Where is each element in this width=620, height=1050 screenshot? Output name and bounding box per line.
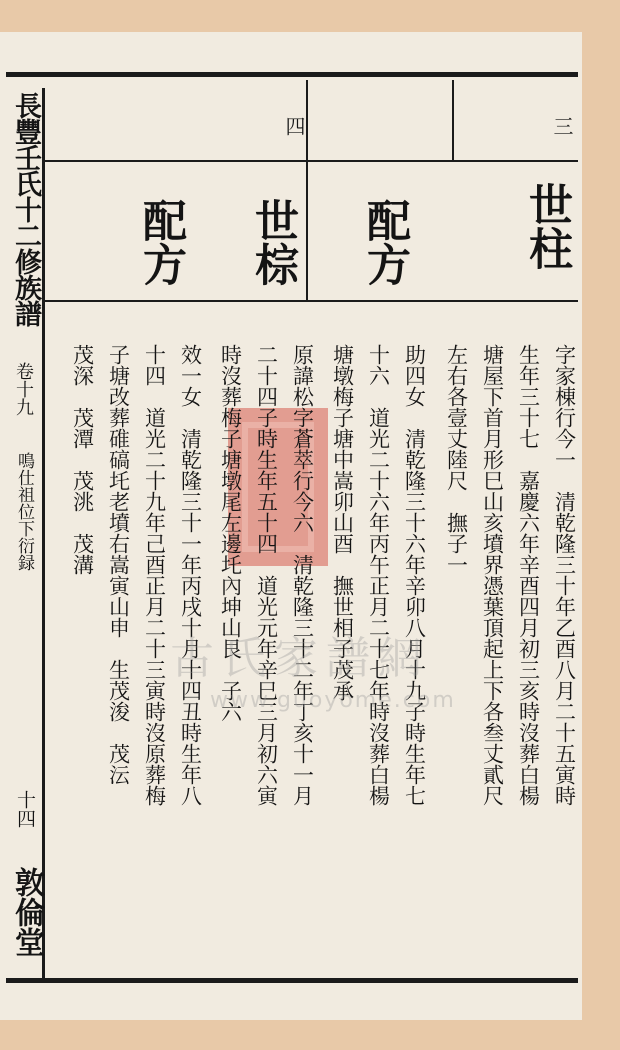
book-title: 長豐壬氏十二修族譜 bbox=[10, 92, 41, 326]
text-column: 塘墩梅子塘中嵩卯山酉 撫世相子茂承 bbox=[330, 344, 355, 701]
generation-header-shizhu: 世柱 bbox=[521, 182, 572, 270]
hall-name: 敦倫堂 bbox=[9, 867, 44, 957]
site-watermark bbox=[170, 622, 460, 713]
volume-label: 卷十九 bbox=[13, 362, 34, 416]
book-page bbox=[0, 32, 582, 1020]
watermark-url: www.guoyome.com bbox=[210, 688, 456, 713]
bottom-frame-rule bbox=[6, 978, 578, 983]
text-column: 字家棟行今一 清乾隆三十年乙酉八月二十五寅時 bbox=[552, 344, 577, 806]
text-column: 原諱松字蒼萃行今六 清乾隆三十二年丁亥十一月 bbox=[290, 344, 315, 806]
top-frame-rule bbox=[6, 72, 578, 77]
watermark-chinese: 古氏家譜網 bbox=[170, 633, 430, 684]
text-column: 塘屋下首月形巳山亥墳界憑葉頂起上下各叁丈貳尺 bbox=[480, 344, 505, 806]
inner-top-rule bbox=[44, 160, 578, 162]
page-number: 十四 bbox=[14, 790, 36, 828]
text-column: 十六 道光二十六年丙午正月二十七年時沒葬白楊 bbox=[366, 344, 391, 806]
text-column: 助四女 清乾隆三十六年辛卯八月十九子時生年七 bbox=[402, 344, 427, 806]
text-column: 時沒葬梅子塘墩尾左邊圫內坤山艮 子六 bbox=[218, 344, 243, 722]
generation-number-4: 四 bbox=[282, 116, 306, 136]
header-bottom-rule bbox=[44, 300, 578, 302]
text-column: 效一女 清乾隆三十一年丙戌十月十四丑時生年八 bbox=[178, 344, 203, 806]
generation-header-shizong: 世棕 bbox=[247, 198, 298, 286]
header-divider-2 bbox=[452, 80, 454, 160]
generation-number-3: 三 bbox=[550, 116, 574, 136]
header-divider-1 bbox=[306, 80, 308, 302]
text-column: 十四 道光二十九年己酉正月二十三寅時沒原葬梅 bbox=[142, 344, 167, 806]
text-column: 二十四子時生年五十四 道光元年辛巳三月初六寅 bbox=[254, 344, 279, 806]
text-column: 子塘改葬碓碻圫老墳右嵩寅山申 生茂浚 茂沄 bbox=[106, 344, 131, 785]
generation-header-peifang-1: 配方 bbox=[359, 198, 410, 286]
section-label: 鳴仕祖位下衍録 bbox=[14, 452, 34, 571]
generation-header-peifang-2: 配方 bbox=[135, 198, 186, 286]
text-column: 茂深 茂潭 茂洮 茂溝 bbox=[70, 344, 95, 575]
text-column: 生年三十七 嘉慶六年辛酉四月初三亥時沒葬白楊 bbox=[516, 344, 541, 806]
text-column: 左右各壹丈陸尺 撫子一 bbox=[444, 344, 469, 575]
